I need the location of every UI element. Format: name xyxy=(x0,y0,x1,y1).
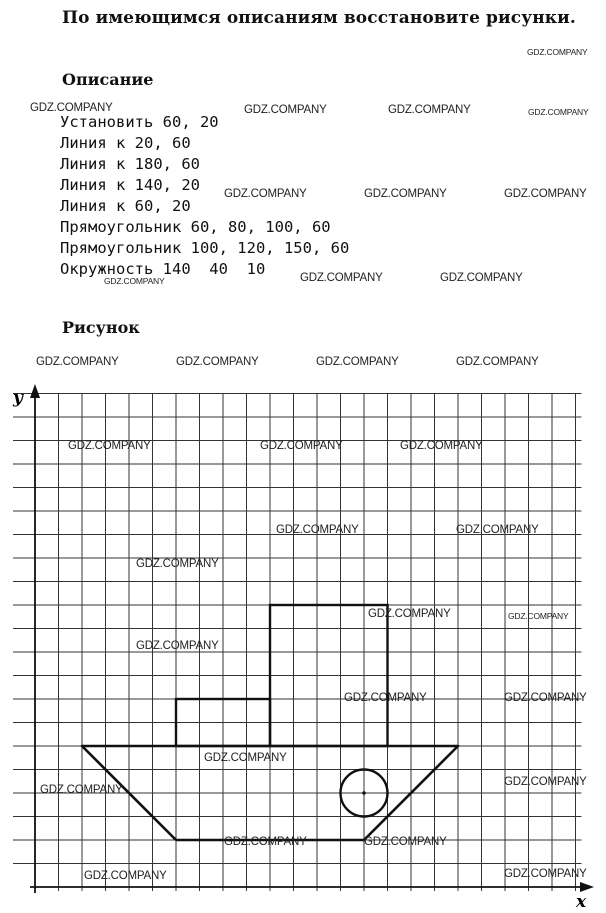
description-line: Линия к 180, 60 xyxy=(60,155,200,173)
grid-lines xyxy=(13,394,582,892)
watermark-text: GDZ.COMPANY xyxy=(504,188,587,200)
description-line: Линия к 20, 60 xyxy=(60,134,191,152)
watermark-text: GDZ.COMPANY xyxy=(504,868,587,880)
watermark-text: GDZ.COMPANY xyxy=(527,47,588,57)
watermark-text: GDZ.COMPANY xyxy=(368,608,451,620)
watermark-text: GDZ.COMPANY xyxy=(504,692,587,704)
watermark-text: GDZ.COMPANY xyxy=(260,440,343,452)
watermark-text: GDZ.COMPANY xyxy=(316,356,399,368)
watermark-text: GDZ.COMPANY xyxy=(508,611,569,621)
watermark-text: GDZ.COMPANY xyxy=(224,188,307,200)
description-line: Окружность 140 40 10 xyxy=(60,260,266,278)
description-line: Прямоугольник 60, 80, 100, 60 xyxy=(60,218,331,236)
circle-center-dot xyxy=(362,791,366,795)
y-axis-arrow xyxy=(30,384,40,398)
watermark-text: GDZ.COMPANY xyxy=(68,440,151,452)
watermark-text: GDZ.COMPANY xyxy=(456,356,539,368)
watermark-text: GDZ.COMPANY xyxy=(400,440,483,452)
watermark-text: GDZ.COMPANY xyxy=(364,188,447,200)
x-axis-arrow xyxy=(580,882,594,892)
watermark-text: GDZ.COMPANY xyxy=(300,272,383,284)
watermark-text: GDZ.COMPANY xyxy=(176,356,259,368)
watermark-text: GDZ.COMPANY xyxy=(30,102,113,114)
watermark-text: GDZ.COMPANY xyxy=(40,784,123,796)
watermark-text: GDZ.COMPANY xyxy=(388,104,471,116)
description-line: Установить 60, 20 xyxy=(60,113,219,131)
y-axis-label: y xyxy=(13,388,23,408)
description-line: Прямоугольник 100, 120, 150, 60 xyxy=(60,239,350,257)
description-line: Линия к 140, 20 xyxy=(60,176,200,194)
description-line: Линия к 60, 20 xyxy=(60,197,191,215)
watermark-text: GDZ.COMPANY xyxy=(84,870,167,882)
watermark-text: GDZ.COMPANY xyxy=(244,104,327,116)
description-title: Описание xyxy=(62,70,154,89)
watermark-text: GDZ.COMPANY xyxy=(440,272,523,284)
watermark-text: GDZ.COMPANY xyxy=(528,107,589,117)
watermark-text: GDZ.COMPANY xyxy=(136,558,219,570)
watermark-text: GDZ.COMPANY xyxy=(344,692,427,704)
watermark-text: GDZ.COMPANY xyxy=(456,524,539,536)
watermark-text: GDZ.COMPANY xyxy=(504,776,587,788)
x-axis-label: x xyxy=(576,892,587,912)
watermark-text: GDZ.COMPANY xyxy=(104,276,165,286)
watermark-text: GDZ.COMPANY xyxy=(224,836,307,848)
figure-title: Рисунок xyxy=(62,318,140,337)
watermark-text: GDZ.COMPANY xyxy=(364,836,447,848)
watermark-text: GDZ.COMPANY xyxy=(36,356,119,368)
watermark-text: GDZ.COMPANY xyxy=(276,524,359,536)
axes xyxy=(12,384,594,912)
watermark-text: GDZ.COMPANY xyxy=(136,640,219,652)
watermark-text: GDZ.COMPANY xyxy=(204,752,287,764)
task-heading: По имеющимся описаниям восстановите рисунки. xyxy=(62,8,576,28)
